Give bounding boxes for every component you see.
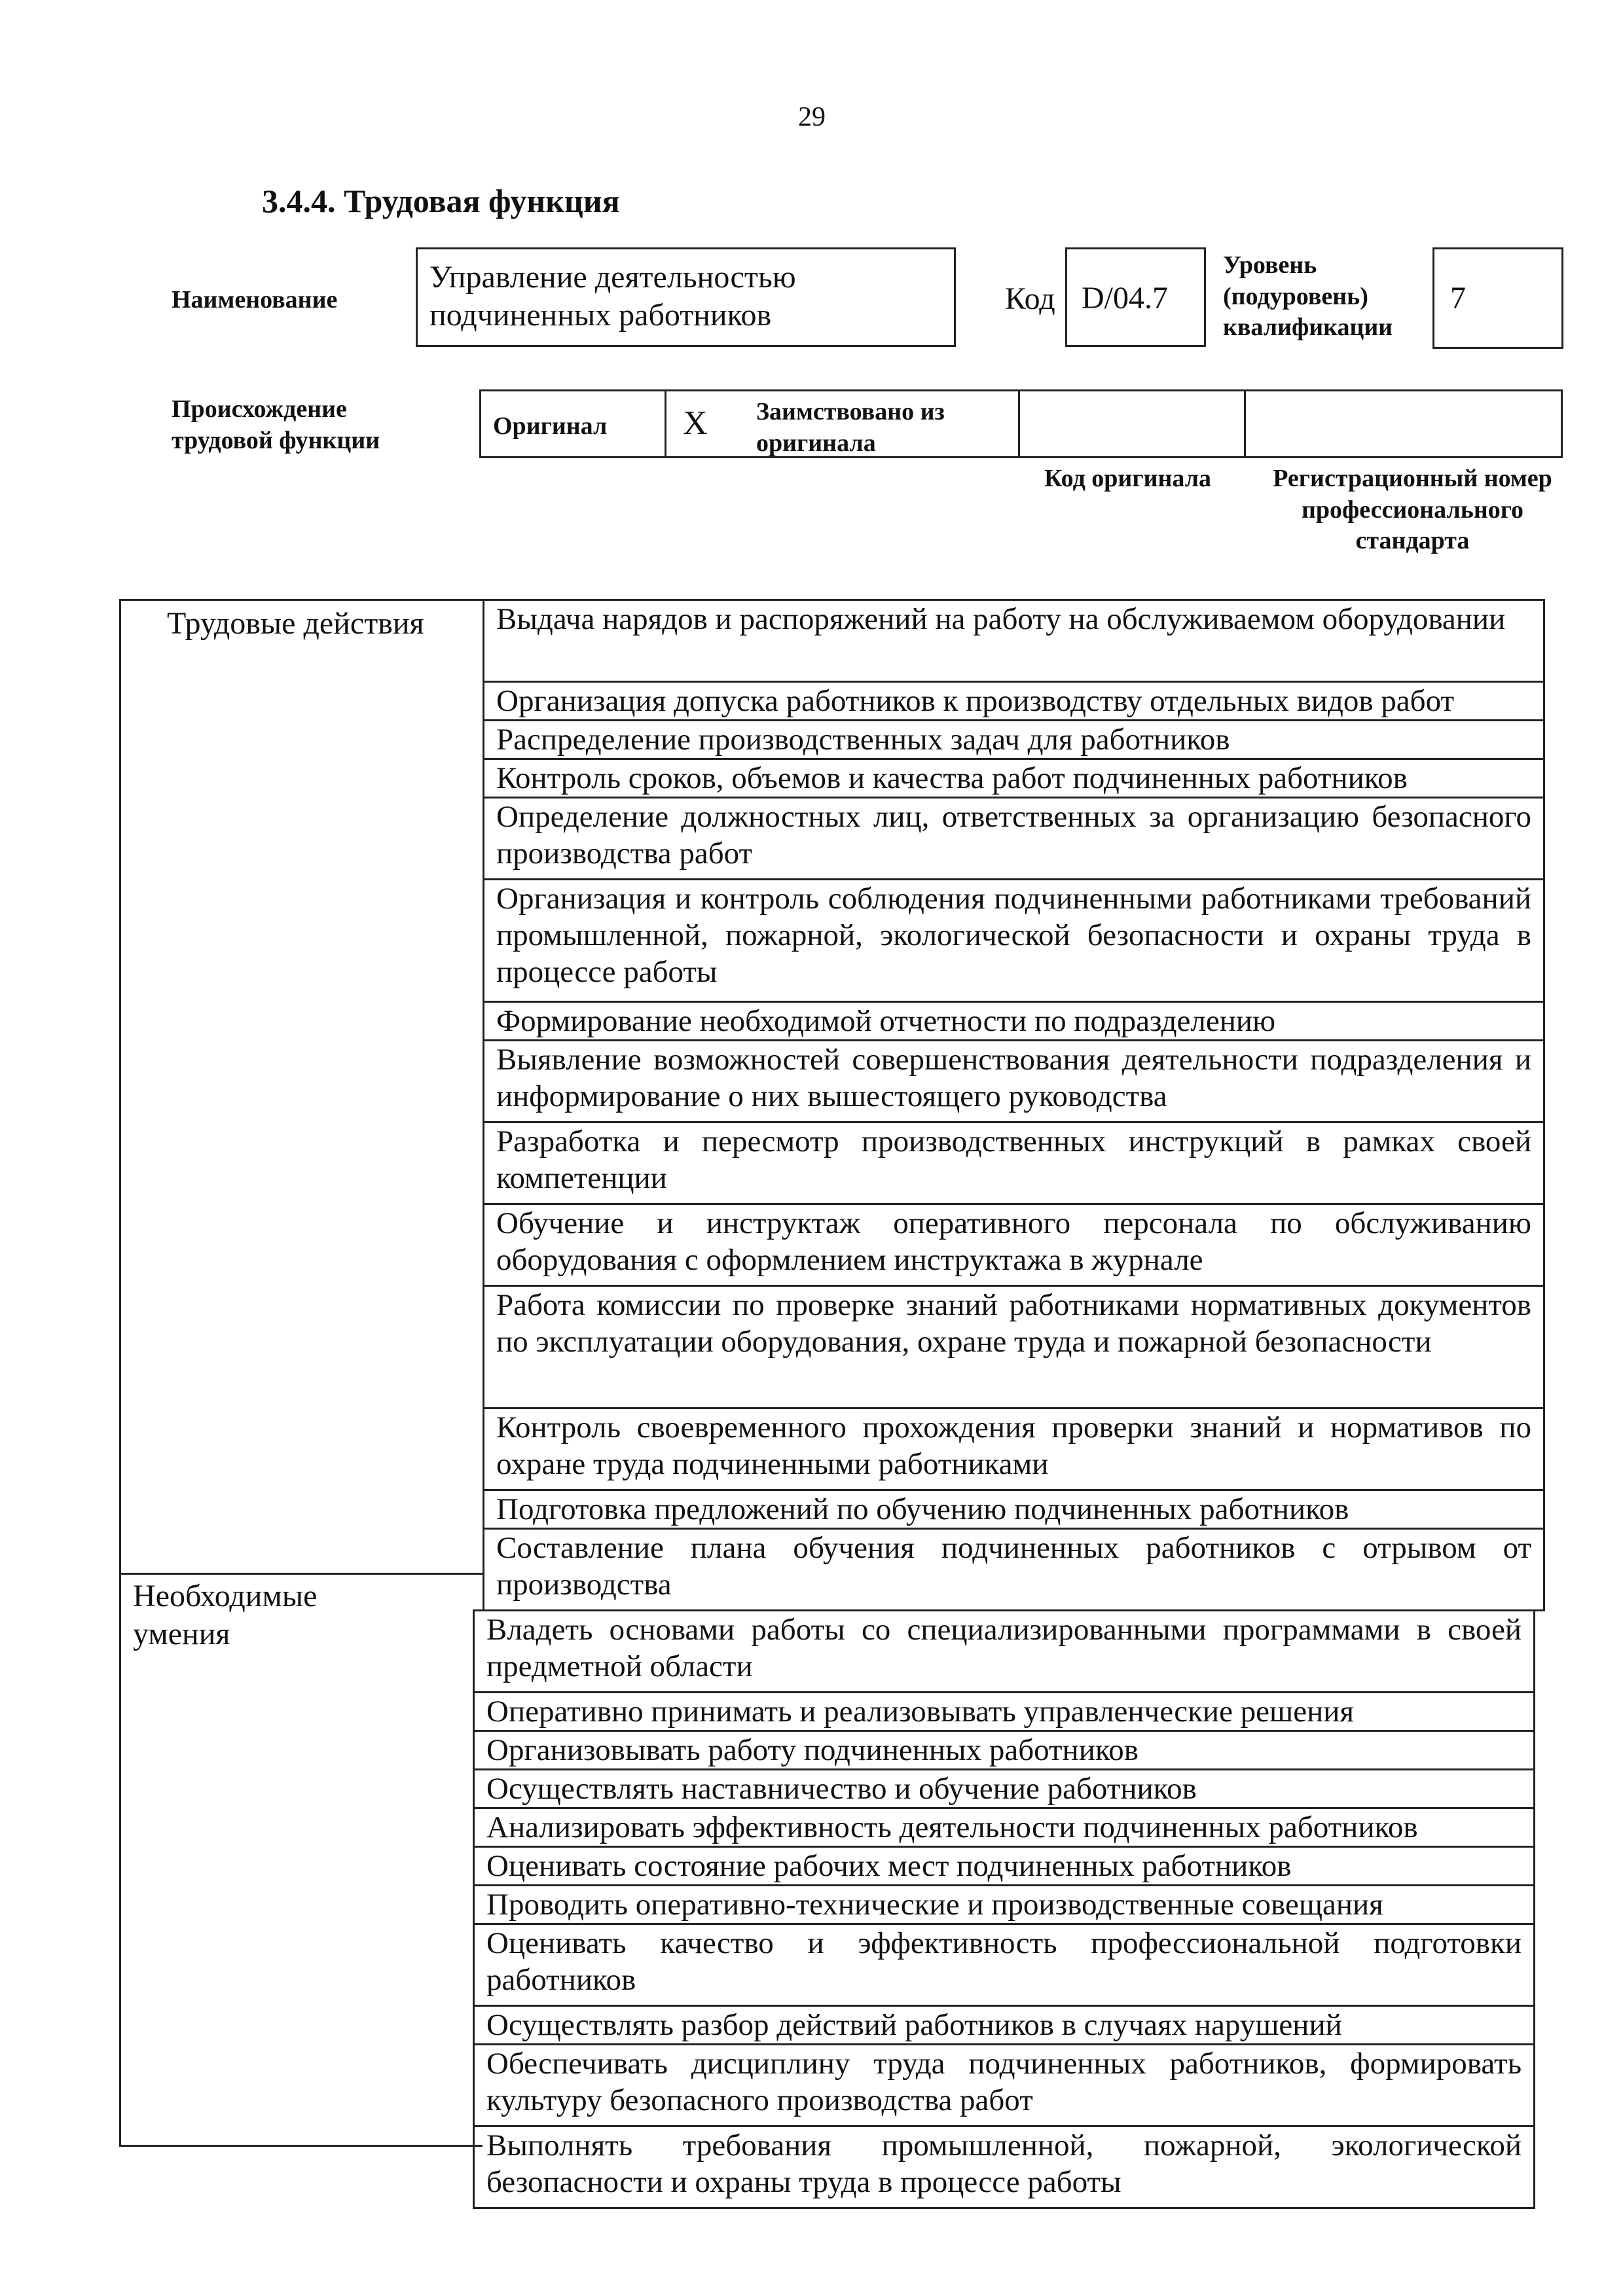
labor-action-item: Контроль сроков, объемов и качества работ подчиненных работников bbox=[483, 758, 1545, 798]
name-value: Управление деятельностью подчиненных работников bbox=[429, 260, 796, 332]
level-value: 7 bbox=[1450, 281, 1466, 315]
section-title: 3.4.4. Трудовая функция bbox=[262, 183, 620, 219]
level-value-box bbox=[1432, 247, 1563, 349]
skill-item: Анализировать эффективность деятельности подчиненных работников bbox=[473, 1807, 1535, 1848]
code-value-box bbox=[1065, 247, 1206, 347]
origin-divider bbox=[1018, 391, 1020, 456]
main-table-label-column bbox=[119, 599, 483, 2147]
skill-item: Владеть основами работы со специализированными программами в своей предметной области bbox=[473, 1609, 1535, 1693]
original-mark: X bbox=[683, 404, 708, 442]
reg-number-caption: Регистрационный номер профессионального стандарта bbox=[1273, 465, 1552, 554]
section-label-skills: Необходимые умения bbox=[133, 1579, 318, 1651]
name-value-box bbox=[416, 247, 956, 347]
section-label-actions: Трудовые действия bbox=[167, 606, 424, 641]
labor-action-item: Выдача нарядов и распоряжений на работу на обслуживаемом оборудовании bbox=[483, 599, 1545, 683]
labor-action-item: Обучение и инструктаж оперативного персонала по обслуживанию оборудования с оформлением инструктажа в журнале bbox=[483, 1203, 1545, 1287]
labor-action-item: Подготовка предложений по обучению подчиненных работников bbox=[483, 1489, 1545, 1530]
origin-divider bbox=[665, 391, 666, 456]
skill-item: Обеспечивать дисциплину труда подчиненных работников, формировать культуру безопасного производства работ bbox=[473, 2043, 1535, 2127]
origin-table bbox=[479, 389, 1563, 458]
labor-action-item: Распределение производственных задач для работников bbox=[483, 719, 1545, 760]
labor-action-item: Выявление возможностей совершенствования деятельности подразделения и информирование о них вышестоящего руководства bbox=[483, 1039, 1545, 1123]
labor-action-item: Работа комиссии по проверке знаний работниками нормативных документов по эксплуатации оборудования, охране труда и пожарной безопасности bbox=[483, 1285, 1545, 1409]
labor-action-item: Организация и контроль соблюдения подчиненными работниками требований промышленной, пожарной, экологической безопасности и охраны труда в процессе работы bbox=[483, 878, 1545, 1003]
origin-divider bbox=[1244, 391, 1246, 456]
skill-item: Проводить оперативно-технические и производственные совещания bbox=[473, 1884, 1535, 1925]
skill-item: Осуществлять разбор действий работников в случаях нарушений bbox=[473, 2005, 1535, 2045]
skill-item: Организовывать работу подчиненных работников bbox=[473, 1730, 1535, 1770]
code-original-caption: Код оригинала bbox=[1044, 465, 1212, 492]
skill-item: Оценивать состояние рабочих мест подчиненных работников bbox=[473, 1846, 1535, 1886]
labor-action-item: Составление плана обучения подчиненных работников с отрывом от производства bbox=[483, 1528, 1545, 1611]
labor-action-item: Формирование необходимой отчетности по подразделению bbox=[483, 1001, 1545, 1041]
skill-item: Оперативно принимать и реализовывать управленческие решения bbox=[473, 1691, 1535, 1732]
skill-item: Осуществлять наставничество и обучение работников bbox=[473, 1768, 1535, 1809]
skill-item: Выполнять требования промышленной, пожарной, экологической безопасности и охраны труда в процессе работы bbox=[473, 2125, 1535, 2209]
page-number: 29 bbox=[798, 102, 826, 132]
level-label: Уровень (подуровень) квалификации bbox=[1223, 251, 1393, 341]
skill-item: Оценивать качество и эффективность профессиональной подготовки работников bbox=[473, 1923, 1535, 2007]
labor-action-item: Разработка и пересмотр производственных инструкций в рамках своей компетенции bbox=[483, 1121, 1545, 1205]
name-label: Наименование bbox=[172, 286, 338, 314]
code-value: D/04.7 bbox=[1082, 281, 1168, 315]
original-label: Оригинал bbox=[493, 412, 608, 440]
labor-action-item: Организация допуска работников к производству отдельных видов работ bbox=[483, 681, 1545, 721]
labor-action-item: Контроль своевременного прохождения проверки знаний и нормативов по охране труда подчиненными работниками bbox=[483, 1407, 1545, 1491]
borrowed-label: Заимствовано из оригинала bbox=[756, 398, 945, 457]
code-label: Код bbox=[1005, 281, 1055, 316]
section-divider bbox=[121, 1573, 483, 1575]
labor-action-item: Определение должностных лиц, ответственных за организацию безопасного производства работ bbox=[483, 797, 1545, 880]
origin-label: Происхождение трудовой функции bbox=[172, 395, 380, 454]
